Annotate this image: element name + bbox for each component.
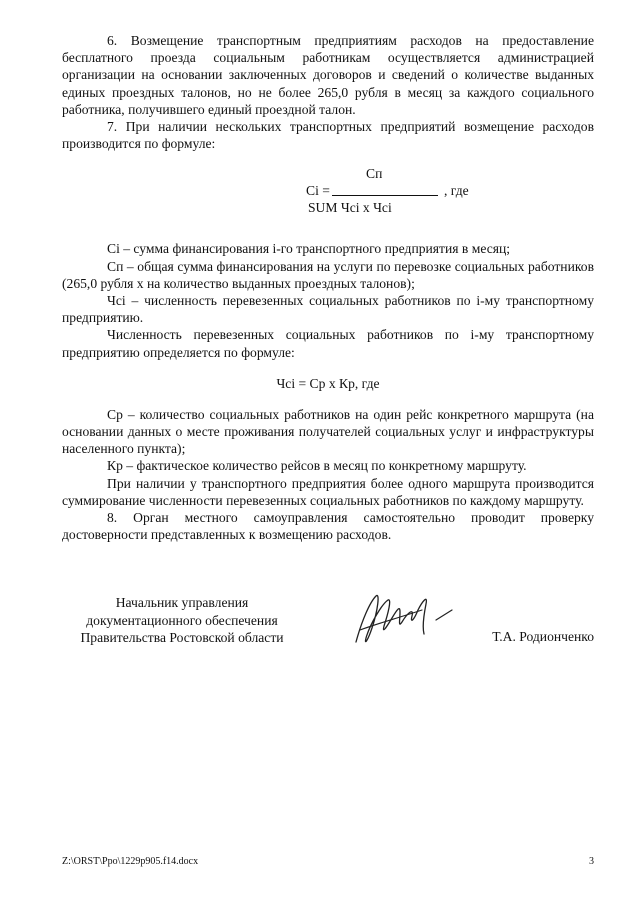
definition-sp: Сп – общая сумма финансирования на услуги по перевозке социальных работников (265,0 рубля х на количество выданных проездных талонов); [62, 258, 594, 291]
position-line-3: Правительства Ростовской области [80, 630, 284, 645]
formula-numerator: Сп [366, 166, 383, 182]
paragraph-8: 8. Орган местного самоуправления самостоятельно проводит проверку достоверности представленных к возмещению расходов. [62, 510, 594, 543]
paragraph-6: 6. Возмещение транспортным предприятиям расходов на предоставление бесплатного проезда социальным работникам осуществляется администрацией организации на основании заключенных договоров и сведений о количестве выданных единых проездных талонов, но не более 265,0 рубля в месяц за каждого социального работника, получившего единый проездной талон. [62, 33, 594, 117]
signatory-name: Т.А. Родионченко [492, 629, 594, 644]
signatory-position [62, 594, 302, 647]
formula-ci [62, 166, 594, 226]
position-line-2: документационного обеспечения [86, 612, 278, 628]
definition-chsi: Чсi – численность перевезенных социальных работников по i-му транспортному предприятию. [62, 293, 594, 326]
position-line-1: Начальник управления [115, 595, 249, 610]
document-body [62, 32, 594, 543]
definition-sr: Ср – количество социальных работников на один рейс конкретного маршрута (на основании данных о месте проживания получателей социальных услуг и инфраструктуры населенного пункта); [62, 406, 594, 457]
formula-lhs: Сi = [306, 183, 330, 199]
paragraph-7: 7. При наличии нескольких транспортных предприятий возмещение расходов производится по формуле: [62, 119, 594, 152]
file-path: Z:\ORST\Ppo\1229p905.f14.docx [62, 856, 199, 867]
signature-block [62, 594, 594, 654]
paragraph-chsi-intro: Численность перевезенных социальных работников по i-му транспортному предприятию определяется по формуле: [62, 327, 594, 360]
fraction-line [332, 195, 438, 196]
definition-ci: Сi – сумма финансирования i-го транспортного предприятия в месяц; [107, 241, 511, 257]
formula-chsi: Чсi = Ср х Кр, где [276, 375, 380, 391]
page-number: 3 [589, 856, 594, 867]
handwritten-signature [342, 580, 462, 660]
paragraph-routes: При наличии у транспортного предприятия более одного маршрута производится суммирование численности перевезенных социальных работников по каждому маршруту. [62, 475, 594, 508]
formula-denominator: SUM Чсi х Чсi [308, 200, 392, 216]
definition-kr: Кр – фактическое количество рейсов в месяц по конкретному маршруту. [107, 458, 527, 474]
formula-where: , где [444, 183, 469, 199]
